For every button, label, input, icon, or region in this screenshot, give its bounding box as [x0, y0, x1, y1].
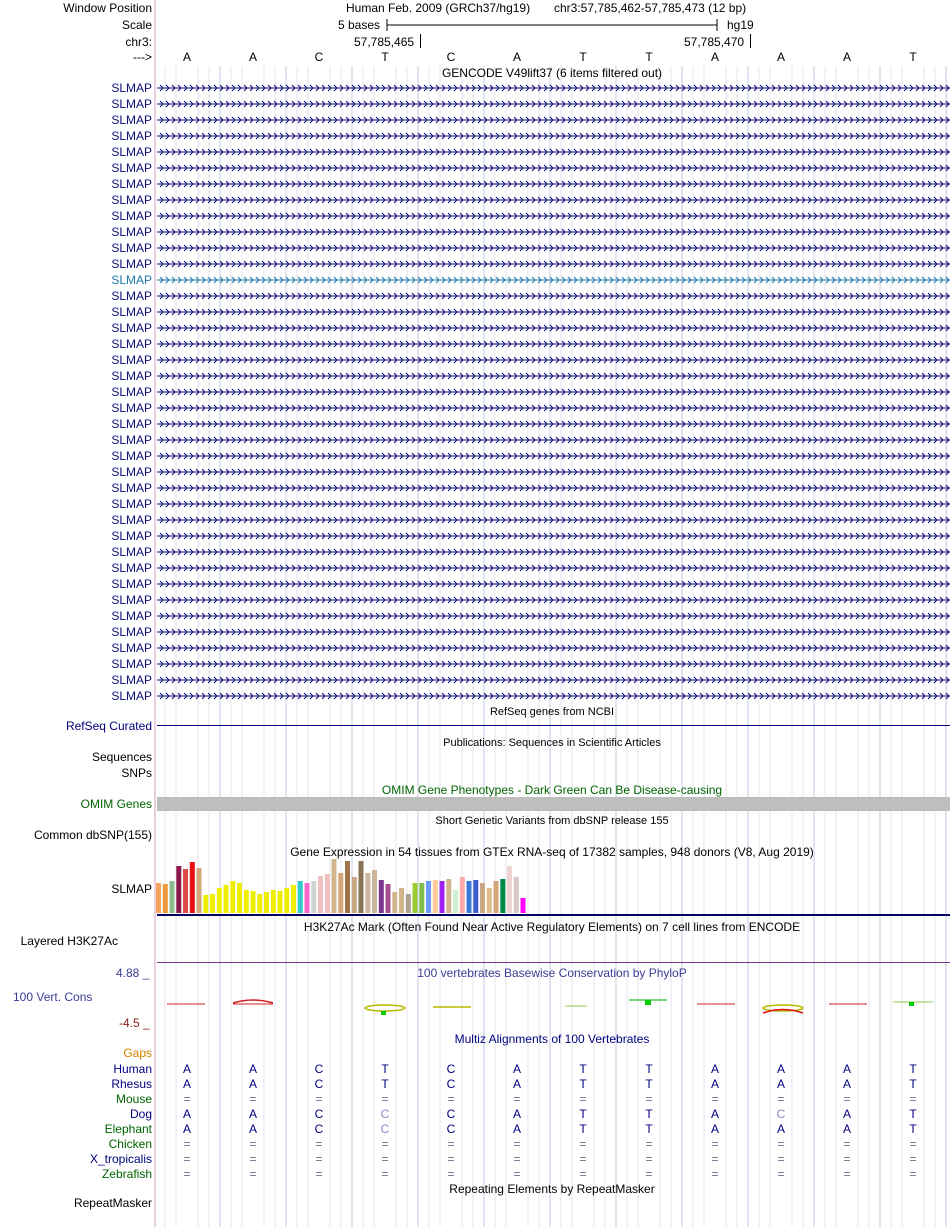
- gtex-tissue-bar[interactable]: [325, 874, 330, 913]
- alignment-base: =: [315, 1137, 323, 1151]
- gtex-tissue-bar[interactable]: [237, 883, 242, 913]
- gencode-transcript-label[interactable]: SLMAP: [111, 241, 152, 255]
- alignment-base: C: [314, 1077, 324, 1091]
- gencode-transcript-line[interactable]: [157, 497, 950, 511]
- omim-gene-block[interactable]: [157, 797, 950, 811]
- alignment-base: =: [843, 1137, 851, 1151]
- strand-label: --->: [133, 50, 152, 64]
- alignment-base: =: [249, 1167, 257, 1181]
- window-position-label: Window Position: [63, 1, 152, 15]
- gencode-transcript-label[interactable]: SLMAP: [111, 81, 152, 95]
- scale-label: Scale: [121, 18, 152, 32]
- alignment-base: A: [842, 1122, 852, 1136]
- alignment-base: =: [843, 1167, 851, 1181]
- alignment-base: A: [182, 1107, 192, 1121]
- alignment-base: =: [381, 1137, 389, 1151]
- alignment-base: =: [249, 1137, 257, 1151]
- alignment-base: A: [710, 1122, 720, 1136]
- alignment-base: A: [182, 1122, 192, 1136]
- alignment-base: A: [182, 1077, 192, 1091]
- gencode-transcript-line[interactable]: [157, 673, 950, 687]
- gencode-transcript-label[interactable]: SLMAP: [111, 625, 152, 639]
- assembly-title: Human Feb. 2009 (GRCh37/hg19): [346, 1, 531, 15]
- phylop-ymax: 4.88 _: [116, 966, 150, 980]
- species-label[interactable]: Dog: [129, 1107, 152, 1121]
- gtex-tissue-bar[interactable]: [514, 877, 519, 913]
- gtex-tissue-bar[interactable]: [311, 881, 316, 913]
- alignment-base: =: [579, 1152, 587, 1166]
- gtex-tissue-bar[interactable]: [278, 891, 283, 913]
- gtex-tissue-bar[interactable]: [379, 880, 384, 913]
- alignment-base: A: [710, 1077, 720, 1091]
- alignment-base: =: [513, 1137, 521, 1151]
- alignment-base: =: [315, 1092, 323, 1106]
- gtex-tissue-bar[interactable]: [210, 894, 215, 913]
- gencode-transcript-label[interactable]: SLMAP: [111, 417, 152, 431]
- alignment-base: =: [579, 1137, 587, 1151]
- gtex-tissue-bar[interactable]: [257, 894, 262, 913]
- alignment-base: A: [842, 1077, 852, 1091]
- gencode-transcript-label[interactable]: SLMAP: [111, 369, 152, 383]
- gtex-tissue-bar[interactable]: [521, 898, 526, 913]
- gencode-transcript-line[interactable]: [157, 97, 950, 111]
- alignment-base: =: [447, 1167, 455, 1181]
- gencode-transcript-label[interactable]: SLMAP: [111, 641, 152, 655]
- alignment-base: =: [183, 1152, 191, 1166]
- alignment-base: =: [843, 1092, 851, 1106]
- gtex-tissue-bar[interactable]: [507, 866, 512, 913]
- alignment-base: T: [381, 1077, 389, 1091]
- alignment-base: A: [248, 1122, 258, 1136]
- gtex-tissue-bar[interactable]: [197, 868, 202, 913]
- repeatmasker-track-label[interactable]: RepeatMasker: [73, 1196, 152, 1210]
- gtex-tissue-bar[interactable]: [406, 894, 411, 913]
- gtex-tissue-bar[interactable]: [392, 892, 397, 913]
- alignment-base: =: [777, 1092, 785, 1106]
- gencode-transcript-line[interactable]: [157, 353, 950, 367]
- alignment-base: T: [381, 1062, 389, 1076]
- gencode-transcript-label[interactable]: SLMAP: [111, 161, 152, 175]
- gencode-transcript-label[interactable]: SLMAP: [111, 497, 152, 511]
- multiz-track-title: Multiz Alignments of 100 Vertebrates: [454, 1032, 650, 1046]
- alignment-base: =: [645, 1152, 653, 1166]
- h3k27ac-track-label[interactable]: Layered H3K27Ac: [20, 934, 118, 948]
- alignment-base: A: [512, 1077, 522, 1091]
- gencode-transcript-line[interactable]: [157, 129, 950, 143]
- alignment-base: =: [513, 1152, 521, 1166]
- gtex-track-title: Gene Expression in 54 tissues from GTEx RNA-seq of 17382 samples, 948 donors (V8, Aug 2019): [290, 845, 814, 859]
- alignment-base: =: [513, 1092, 521, 1106]
- alignment-base: =: [447, 1092, 455, 1106]
- alignment-base: =: [315, 1167, 323, 1181]
- alignment-base: A: [710, 1107, 720, 1121]
- phylop-wiggle[interactable]: [157, 988, 950, 1028]
- alignment-base: T: [909, 1122, 917, 1136]
- gencode-transcript-line[interactable]: [157, 145, 950, 159]
- alignment-base: =: [249, 1152, 257, 1166]
- gencode-transcript-line[interactable]: [157, 449, 950, 463]
- gencode-track-title: GENCODE V49lift37 (6 items filtered out): [441, 66, 663, 80]
- gtex-tissue-bar[interactable]: [372, 870, 377, 913]
- sequence-base: A: [182, 50, 192, 64]
- scale-db: hg19: [727, 18, 754, 32]
- sequence-base: A: [842, 50, 852, 64]
- refseq-gene-line[interactable]: [157, 725, 950, 726]
- alignment-base: =: [579, 1167, 587, 1181]
- alignment-base: A: [776, 1122, 786, 1136]
- alignment-base: =: [183, 1167, 191, 1181]
- phylop-track-title: 100 vertebrates Basewise Conservation by PhyloP: [417, 966, 687, 980]
- gtex-tissue-bar[interactable]: [318, 876, 323, 913]
- gencode-transcript-label[interactable]: SLMAP: [111, 305, 152, 319]
- species-label[interactable]: Elephant: [104, 1122, 152, 1136]
- h3k27ac-line: [157, 962, 950, 963]
- gencode-transcript-line[interactable]: [157, 513, 950, 527]
- gtex-tissue-bar[interactable]: [352, 877, 357, 913]
- publications-label-sequences[interactable]: Sequences: [91, 750, 152, 764]
- alignment-base: =: [777, 1137, 785, 1151]
- gtex-tissue-bar[interactable]: [332, 859, 337, 913]
- sequence-base: T: [645, 50, 653, 64]
- gtex-tissue-bar[interactable]: [176, 866, 181, 913]
- gencode-transcript-label[interactable]: SLMAP: [111, 609, 152, 623]
- alignment-base: =: [711, 1152, 719, 1166]
- gencode-transcript-label[interactable]: SLMAP: [111, 529, 152, 543]
- gencode-transcript-line[interactable]: [157, 641, 950, 655]
- gencode-transcript-label[interactable]: SLMAP: [111, 401, 152, 415]
- gencode-transcript-label[interactable]: SLMAP: [111, 257, 152, 271]
- alignment-base: =: [183, 1092, 191, 1106]
- gencode-transcript-label[interactable]: SLMAP: [111, 689, 152, 703]
- sequence-base: T: [909, 50, 917, 64]
- sequence-base: A: [776, 50, 786, 64]
- position-readout: chr3:57,785,462-57,785,473 (12 bp): [554, 1, 747, 15]
- gencode-transcript-label[interactable]: SLMAP: [111, 145, 152, 159]
- species-label[interactable]: X_tropicalis: [89, 1152, 152, 1166]
- alignment-base: =: [777, 1167, 785, 1181]
- gencode-transcript-line[interactable]: [157, 305, 950, 319]
- scale-bar: [386, 17, 722, 33]
- alignment-base: C: [446, 1062, 456, 1076]
- gtex-tissue-bar[interactable]: [163, 884, 168, 913]
- gencode-transcript-label[interactable]: SLMAP: [111, 321, 152, 335]
- gencode-transcript-label[interactable]: SLMAP: [111, 385, 152, 399]
- omim-track-label[interactable]: OMIM Genes: [80, 797, 152, 811]
- alignment-base: A: [248, 1062, 258, 1076]
- gencode-transcript-label[interactable]: SLMAP: [111, 449, 152, 463]
- gtex-tissue-bar[interactable]: [460, 877, 465, 913]
- gtex-tissue-bar[interactable]: [298, 881, 303, 913]
- alignment-base: =: [315, 1152, 323, 1166]
- alignment-base: A: [512, 1107, 522, 1121]
- gencode-transcript-line[interactable]: [157, 81, 950, 95]
- gtex-tissue-bar[interactable]: [251, 891, 256, 913]
- gtex-tissue-bar[interactable]: [480, 883, 485, 913]
- alignment-base: T: [645, 1122, 653, 1136]
- alignment-base: A: [776, 1062, 786, 1076]
- coord-left-tick: [420, 34, 421, 48]
- gencode-transcript-label[interactable]: SLMAP: [111, 657, 152, 671]
- alignment-base: =: [447, 1152, 455, 1166]
- alignment-base: =: [843, 1152, 851, 1166]
- gtex-tissue-bar[interactable]: [426, 881, 431, 913]
- alignment-base: C: [446, 1107, 456, 1121]
- alignment-base: A: [710, 1062, 720, 1076]
- alignment-base: =: [447, 1137, 455, 1151]
- gtex-tissue-bar[interactable]: [244, 890, 249, 913]
- alignment-base: =: [513, 1167, 521, 1181]
- gencode-transcript-line[interactable]: [157, 289, 950, 303]
- alignment-base: =: [711, 1167, 719, 1181]
- h3k27ac-track-title: H3K27Ac Mark (Often Found Near Active Regulatory Elements) on 7 cell lines from ENCODE: [303, 920, 801, 934]
- gtex-tissue-bar[interactable]: [224, 885, 229, 913]
- gencode-transcript-line[interactable]: [157, 433, 950, 447]
- gtex-bar-chart[interactable]: [156, 858, 536, 915]
- gencode-transcript-line[interactable]: [157, 193, 950, 207]
- gencode-transcript-line[interactable]: [157, 609, 950, 623]
- gencode-transcript-line[interactable]: [157, 209, 950, 223]
- phylop-track-label[interactable]: 100 Vert. Cons: [13, 990, 93, 1004]
- alignment-base: =: [381, 1152, 389, 1166]
- gencode-transcript-line[interactable]: [157, 369, 950, 383]
- alignment-base: T: [909, 1062, 917, 1076]
- gtex-tissue-bar[interactable]: [494, 881, 499, 913]
- gtex-tissue-bar[interactable]: [284, 888, 289, 913]
- coord-right: 57,785,470: [684, 35, 745, 49]
- gencode-transcript-label[interactable]: SLMAP: [111, 225, 152, 239]
- gtex-tissue-bar[interactable]: [217, 888, 222, 913]
- alignment-base: =: [645, 1137, 653, 1151]
- gencode-transcript-label[interactable]: SLMAP: [111, 433, 152, 447]
- coord-left: 57,785,465: [354, 35, 415, 49]
- alignment-base: =: [909, 1152, 917, 1166]
- gencode-transcript-line[interactable]: [157, 321, 950, 335]
- alignment-base: T: [645, 1107, 653, 1121]
- gtex-tissue-bar[interactable]: [473, 880, 478, 913]
- sequence-base: C: [446, 50, 456, 64]
- alignment-base: C: [776, 1107, 786, 1121]
- gencode-transcript-label[interactable]: SLMAP: [111, 513, 152, 527]
- gencode-transcript-line[interactable]: [157, 417, 950, 431]
- alignment-base: T: [579, 1077, 587, 1091]
- gtex-tissue-bar[interactable]: [386, 884, 391, 913]
- chrom-label: chr3:: [125, 35, 152, 49]
- alignment-base: T: [579, 1107, 587, 1121]
- alignment-base: C: [446, 1122, 456, 1136]
- gtex-tissue-bar[interactable]: [203, 895, 208, 913]
- alignment-base: C: [314, 1107, 324, 1121]
- alignment-base: T: [579, 1062, 587, 1076]
- gencode-transcript-label[interactable]: SLMAP: [111, 177, 152, 191]
- gtex-baseline: [157, 914, 950, 916]
- gencode-transcript-line[interactable]: [157, 273, 950, 287]
- alignment-base: T: [909, 1077, 917, 1091]
- gtex-tissue-bar[interactable]: [345, 861, 350, 913]
- repeatmasker-track-title: Repeating Elements by RepeatMasker: [449, 1182, 655, 1196]
- gencode-transcript-line[interactable]: [157, 225, 950, 239]
- gtex-tissue-bar[interactable]: [271, 890, 276, 913]
- alignment-base: T: [579, 1122, 587, 1136]
- gencode-transcript-line[interactable]: [157, 337, 950, 351]
- gencode-transcript-line[interactable]: [157, 401, 950, 415]
- dbsnp-track-label[interactable]: Common dbSNP(155): [33, 828, 152, 842]
- publications-track-title: Publications: Sequences in Scientific Articles: [443, 737, 661, 749]
- gencode-transcript-line[interactable]: [157, 113, 950, 127]
- species-label[interactable]: Human: [113, 1062, 152, 1076]
- gtex-tissue-bar[interactable]: [359, 861, 364, 913]
- alignment-base: =: [381, 1167, 389, 1181]
- alignment-base: C: [446, 1077, 456, 1091]
- alignment-base: =: [381, 1092, 389, 1106]
- gtex-tissue-bar[interactable]: [419, 883, 424, 913]
- gtex-tissue-bar[interactable]: [413, 883, 418, 913]
- gencode-transcript-label[interactable]: SLMAP: [111, 561, 152, 575]
- gencode-transcript-line[interactable]: [157, 241, 950, 255]
- gencode-transcript-line[interactable]: [157, 625, 950, 639]
- alignment-base: C: [314, 1122, 324, 1136]
- gencode-transcript-label[interactable]: SLMAP: [111, 545, 152, 559]
- gencode-transcript-line[interactable]: [157, 545, 950, 559]
- multiz-gaps-label[interactable]: Gaps: [123, 1046, 152, 1060]
- sequence-base: T: [381, 50, 389, 64]
- gtex-tissue-bar[interactable]: [264, 892, 269, 913]
- alignment-base: T: [645, 1062, 653, 1076]
- alignment-base: =: [711, 1137, 719, 1151]
- gtex-tissue-bar[interactable]: [500, 879, 505, 913]
- sequence-base: A: [512, 50, 522, 64]
- alignment-base: =: [645, 1092, 653, 1106]
- species-label[interactable]: Chicken: [108, 1137, 152, 1151]
- gencode-transcript-label[interactable]: SLMAP: [111, 673, 152, 687]
- gtex-tissue-bar[interactable]: [467, 881, 472, 913]
- alignment-base: =: [183, 1137, 191, 1151]
- phylop-ymin: -4.5 _: [119, 1016, 150, 1030]
- gencode-transcript-line[interactable]: [157, 385, 950, 399]
- alignment-base: =: [645, 1167, 653, 1181]
- gencode-transcript-label[interactable]: SLMAP: [111, 465, 152, 479]
- gencode-transcript-label[interactable]: SLMAP: [111, 353, 152, 367]
- alignment-base: A: [248, 1107, 258, 1121]
- gencode-transcript-line[interactable]: [157, 481, 950, 495]
- gencode-transcript-label[interactable]: SLMAP: [111, 209, 152, 223]
- sequence-base: A: [248, 50, 258, 64]
- gtex-tissue-bar[interactable]: [446, 879, 451, 913]
- gencode-transcript-line[interactable]: [157, 689, 950, 703]
- gencode-transcript-label[interactable]: SLMAP: [111, 97, 152, 111]
- sequence-base: A: [710, 50, 720, 64]
- alignment-base: A: [842, 1062, 852, 1076]
- species-label[interactable]: Rhesus: [111, 1077, 152, 1091]
- alignment-base: =: [579, 1092, 587, 1106]
- sequence-base: C: [314, 50, 324, 64]
- alignment-base: A: [182, 1062, 192, 1076]
- alignment-base: C: [380, 1107, 390, 1121]
- refseq-track-label[interactable]: RefSeq Curated: [65, 719, 152, 733]
- publications-label-snps[interactable]: SNPs: [121, 766, 152, 780]
- gencode-transcript-label[interactable]: SLMAP: [111, 593, 152, 607]
- gencode-transcript-line[interactable]: [157, 561, 950, 575]
- scale-bases: 5 bases: [338, 18, 381, 32]
- sequence-base: T: [579, 50, 587, 64]
- gtex-gene-label[interactable]: SLMAP: [111, 882, 152, 896]
- alignment-base: =: [777, 1152, 785, 1166]
- gtex-tissue-bar[interactable]: [183, 869, 188, 913]
- refseq-track-title: RefSeq genes from NCBI: [489, 706, 615, 718]
- gencode-transcript-label[interactable]: SLMAP: [111, 481, 152, 495]
- gtex-tissue-bar[interactable]: [433, 880, 438, 913]
- gencode-transcript-label[interactable]: SLMAP: [111, 577, 152, 591]
- gencode-transcript-label[interactable]: SLMAP: [111, 273, 152, 287]
- gtex-tissue-bar[interactable]: [291, 885, 296, 913]
- gtex-tissue-bar[interactable]: [453, 890, 458, 913]
- gencode-transcript-line[interactable]: [157, 657, 950, 671]
- gencode-transcript-line[interactable]: [157, 257, 950, 271]
- alignment-base: T: [909, 1107, 917, 1121]
- species-label[interactable]: Zebrafish: [101, 1167, 152, 1181]
- gtex-tissue-bar[interactable]: [156, 883, 161, 913]
- omim-track-title: OMIM Gene Phenotypes - Dark Green Can Be Disease-causing: [381, 783, 723, 797]
- gencode-transcript-label[interactable]: SLMAP: [111, 129, 152, 143]
- gencode-transcript-line[interactable]: [157, 593, 950, 607]
- gtex-tissue-bar[interactable]: [305, 883, 310, 913]
- alignment-base: A: [512, 1062, 522, 1076]
- gtex-tissue-bar[interactable]: [440, 881, 445, 913]
- gtex-tissue-bar[interactable]: [365, 873, 370, 913]
- gtex-tissue-bar[interactable]: [190, 862, 195, 913]
- alignment-base: C: [380, 1122, 390, 1136]
- alignment-base: =: [909, 1137, 917, 1151]
- gtex-tissue-bar[interactable]: [487, 888, 492, 913]
- gencode-transcript-label[interactable]: SLMAP: [111, 337, 152, 351]
- gencode-transcript-line[interactable]: [157, 161, 950, 175]
- alignment-base: =: [711, 1092, 719, 1106]
- gtex-tissue-bar[interactable]: [399, 888, 404, 913]
- alignment-base: =: [909, 1167, 917, 1181]
- alignment-base: C: [314, 1062, 324, 1076]
- gencode-transcript-line[interactable]: [157, 177, 950, 191]
- alignment-base: =: [909, 1092, 917, 1106]
- gencode-transcript-line[interactable]: [157, 577, 950, 591]
- alignment-base: A: [248, 1077, 258, 1091]
- alignment-base: A: [512, 1122, 522, 1136]
- species-label[interactable]: Mouse: [115, 1092, 152, 1106]
- gencode-transcript-label[interactable]: SLMAP: [111, 113, 152, 127]
- dbsnp-track-title: Short Genetic Variants from dbSNP release 155: [435, 815, 669, 827]
- alignment-base: A: [842, 1107, 852, 1121]
- gtex-tissue-bar[interactable]: [230, 881, 235, 913]
- gencode-transcript-line[interactable]: [157, 465, 950, 479]
- alignment-base: A: [776, 1077, 786, 1091]
- alignment-base: T: [645, 1077, 653, 1091]
- gtex-tissue-bar[interactable]: [170, 881, 175, 913]
- gencode-transcript-label[interactable]: SLMAP: [111, 289, 152, 303]
- alignment-base: =: [249, 1092, 257, 1106]
- gencode-transcript-label[interactable]: SLMAP: [111, 193, 152, 207]
- gencode-transcript-line[interactable]: [157, 529, 950, 543]
- gtex-tissue-bar[interactable]: [338, 873, 343, 913]
- coord-right-tick: [750, 34, 751, 48]
